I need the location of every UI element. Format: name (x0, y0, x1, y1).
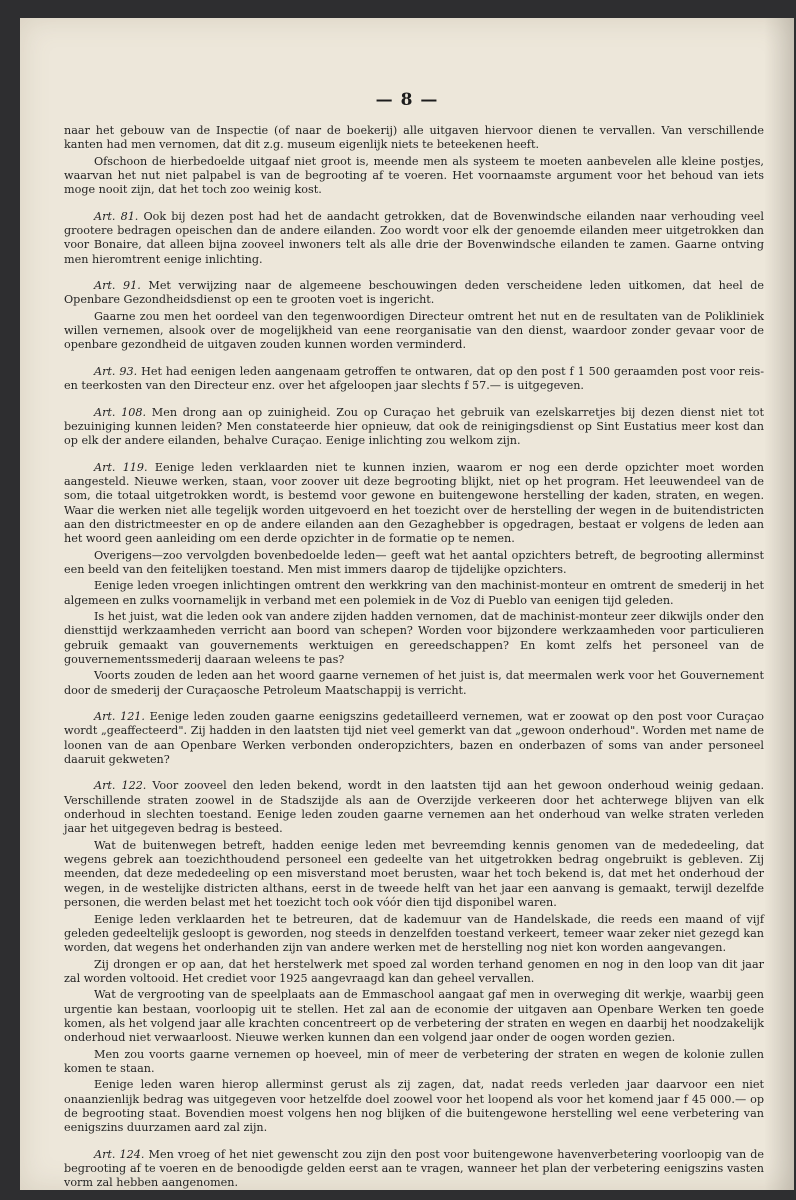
article-paragraph: Art. 119. Eenige leden verklaarden niet te kunnen inzien, waarom er nog een derde opzichter moet worden aangesteld. Nieuwe werken, staan, voor zoover uit deze begrooting blijkt, niet op het program. Het leeuwendeel van de som, die totaal uitgetrokken wordt, is bestemd voor gewone en buitengewone herstelling der kaden, straten, en wegen. Waar die werken niet alle tegelijk worden uitgevoerd en het toezicht over de herstelling der wegen in de buitendistricten aan den districtmeester en op de andere eilanden aan den Gezaghebber is opgedragen, bestaat er volgens de leden aan het woord geen aanleiding om een derde opzichter in de formatie op te nemen. (64, 460, 764, 546)
paragraph: Eenige leden vroegen inlichtingen omtrent den werkkring van den machinist-monteur en omtrent de smederij in het algemeen en zulks voornamelijk in verband met een polemiek in de Voz di Pueblo van eenigen tijd geleden. (64, 579, 764, 607)
paragraph: Eenige leden verklaarden het te betreuren, dat de kademuur van de Handelskade, die reeds een maand of vijf geleden gedeeltelijk gesloopt is geworden, nog steeds in denzelfden toestand verkeert, temeer waar zeker niet gezegd kan worden, dat wegens het onderhanden zijn van andere werken met de herstelling nog niet kon worden aangevangen. (64, 912, 765, 955)
paragraph: Eenige leden waren hierop allerminst gerust als zij zagen, dat, nadat reeds verleden jaar daarvoor een niet onaanzienlijk bedrag was uitgegeven voor hetzelfde doel zoowel voor het loopend als voor het komend jaar f 45 000.— op de begrooting staat. Bovendien moest volgens hen nog blijken of die buitengewone herstelling wel eene verbetering van eenigszins duurzamen aard zal zijn. (64, 1078, 764, 1135)
article-paragraph: Art. 91. Met verwijzing naar de algemeene beschouwingen deden verscheidene leden uitkomen, dat heel de Openbare Gezondheidsdienst op een te grooten voet is ingericht. (64, 279, 765, 307)
paragraph-continuation: naar het gebouw van de Inspectie (of naar de boekerij) alle uitgaven hiervoor dienen te vervallen. Van verschillende kanten had men vernomen, dat dit z.g. museum eigenlijk niets te beteekenen heeft. (64, 124, 764, 152)
paragraph: Wat de buitenwegen betreft, hadden eenige leden met bevreemding kennis genomen van de mededeeling, dat wegens gebrek aan toezichthoudend personeel een gedeelte van het uitgetrokken bedrag ongebruikt is gebleven. Zij meenden, dat deze mededeeling op een misverstand moet berusten, waar het toch bekend is, dat met het onderhoud der wegen, in de westelijke districten althans, eerst in de tweede helft van het jaar een aanvang is gemaakt, terwijl dezelfde personen, die werden belast met het toezicht toch ook vóór dien tijd disponibel waren. (64, 838, 764, 910)
paragraph: Wat de vergrooting van de speelplaats aan de Emmaschool aangaat gaf men in overweging dit werkje, waarbij geen urgentie kan bestaan, voorloopig uit te stellen. Het zal aan de economie der uitgaven aan Openbare Werken ten goede komen, als het volgend jaar alle krachten concentreert op de verbetering der straten en wegen en daarbij het noodzakelijk onderhoud niet verwaarloost. Nieuwe werken kunnen dan een volgend jaar onder de oogen worden gezien. (64, 988, 764, 1045)
article-number: Art. 121. (94, 710, 145, 724)
paragraph: Overigens—zoo vervolgden bovenbedoelde leden— geeft wat het aantal opzichters betreft, de begrooting allerminst een beeld van den feitelijken toestand. Men mist immers daarop de tijdelijke opzichters. (64, 548, 764, 576)
article-paragraph: Art. 121. Eenige leden zouden gaarne eenigszins gedetailleerd vernemen, wat er zoowat op den post voor Curaçao wordt „geaffecteerd". Zij hadden in den laatsten tijd niet veel gemerkt van dat „gewoon onderhoud". Worden met name de loonen van de aan Openbare Werken verbonden onderopzichters, bazen en onderbazen of soms van ander personeel daaruit gekweten? (64, 710, 764, 767)
article-paragraph: Art. 122. Voor zooveel den leden bekend, wordt in den laatsten tijd aan het gewoon onderhoud weinig gedaan. Verschillende straten zoowel in de Stadszijde als aan de Overzijde verkeeren door het achterwege blijven van elk onderhoud in slechten toestand. Eenige leden zouden gaarne vernemen aan het onderhoud van welke straten verleden jaar het uitgegeven bedrag is besteed. (64, 779, 764, 836)
page-number: — 8 — (375, 90, 439, 110)
article-number: Art. 81. (94, 209, 139, 223)
paragraph: Voorts zouden de leden aan het woord gaarne vernemen of het juist is, dat meermalen werk voor het Gouvernement door de smederij der Curaçaosche Petroleum Maatschappij is verricht. (64, 669, 764, 697)
body-text (64, 124, 764, 1190)
article-paragraph: Art. 81. Ook bij dezen post had het de aandacht getrokken, dat de Bovenwindsche eilanden naar verhouding veel grootere bedragen opeischen dan de andere eilanden. Zoo wordt voor elk der genoemde eilanden meer uitgetrokken dan voor Bonaire, dat alleen bijna zooveel inwoners telt als alle drie der Bovenwindsche eilanden te zamen. Gaarne ontving men hieromtrent eenige inlichting. (64, 209, 765, 266)
paragraph: Is het juist, wat die leden ook van andere zijden hadden vernomen, dat de machinist-monteur zeer dikwijls onder den diensttijd werkzaamheden verricht aan boord van schepen? Worden voor bijzondere werkzaamheden voor particulieren gebruik gemaakt van gouvernements werktuigen en gereedschappen? En komt zelfs het personeel van de gouvernementssmederij daaraan weleens te pas? (64, 609, 764, 666)
article-number: Art. 93. (94, 364, 138, 378)
paragraph: Men zou voorts gaarne vernemen op hoeveel, min of meer de verbetering der straten en wegen de kolonie zullen komen te staan. (64, 1047, 764, 1075)
paragraph: Zij drongen er op aan, dat het herstelwerk met spoed zal worden terhand genomen en nog in den loop van dit jaar zal worden voltooid. Het crediet voor 1925 aangevraagd kan dan geheel vervallen. (64, 957, 764, 985)
article-number: Art. 91. (94, 279, 141, 293)
article-paragraph: Art. 108. Men drong aan op zuinigheid. Zou op Curaçao het gebruik van ezelskarretjes bij dezen dienst niet tot bezuiniging kunnen leiden? Men constateerde hier opnieuw, dat ook de reinigingsdienst op Sint Eustatius meer kost dan op elk der andere eilanden, behalve Curaçao. Eenige inlichting zou welkom zijn. (64, 405, 764, 448)
paragraph: Gaarne zou men het oordeel van den tegenwoordigen Directeur omtrent het nut en de resultaten van de Polikliniek willen vernemen, alsook over de mogelijkheid van eene reorganisatie van den dienst, waardoor zonder gevaar voor de openbare gezondheid de uitgaven zouden kunnen worden verminderd. (64, 309, 764, 352)
article-number: Art. 108. (94, 405, 147, 419)
document-page (20, 18, 794, 1190)
article-number: Art. 124. (94, 1147, 145, 1161)
article-paragraph: Art. 93. Het had eenigen leden aangenaam getroffen te ontwaren, dat op den post f 1 500 geraamden post voor reis- en teerkosten van den Directeur enz. over het afgeloopen jaar slechts f 57.— is uitgegeven. (64, 364, 764, 393)
article-number: Art. 122. (94, 779, 147, 793)
page-edge-shadow (764, 18, 794, 1190)
paragraph: Ofschoon de hierbedoelde uitgaaf niet groot is, meende men als systeem te moeten aanbevelen alle kleine postjes, waarvan het nut niet palpabel is van de begrooting af te voeren. Het voornaamste argument voor het behoud van iets moge nooit zijn, dat het toch zoo weinig kost. (64, 154, 764, 197)
article-number: Art. 119. (94, 460, 148, 474)
article-paragraph: Art. 124. Men vroeg of het niet gewenscht zou zijn den post voor buitengewone havenverbetering voorloopig van de begrooting af te voeren en de benoodigde gelden eerst aan te vragen, wanneer het plan der verbetering eenigszins vasten vorm zal hebben aangenomen. (64, 1147, 765, 1190)
